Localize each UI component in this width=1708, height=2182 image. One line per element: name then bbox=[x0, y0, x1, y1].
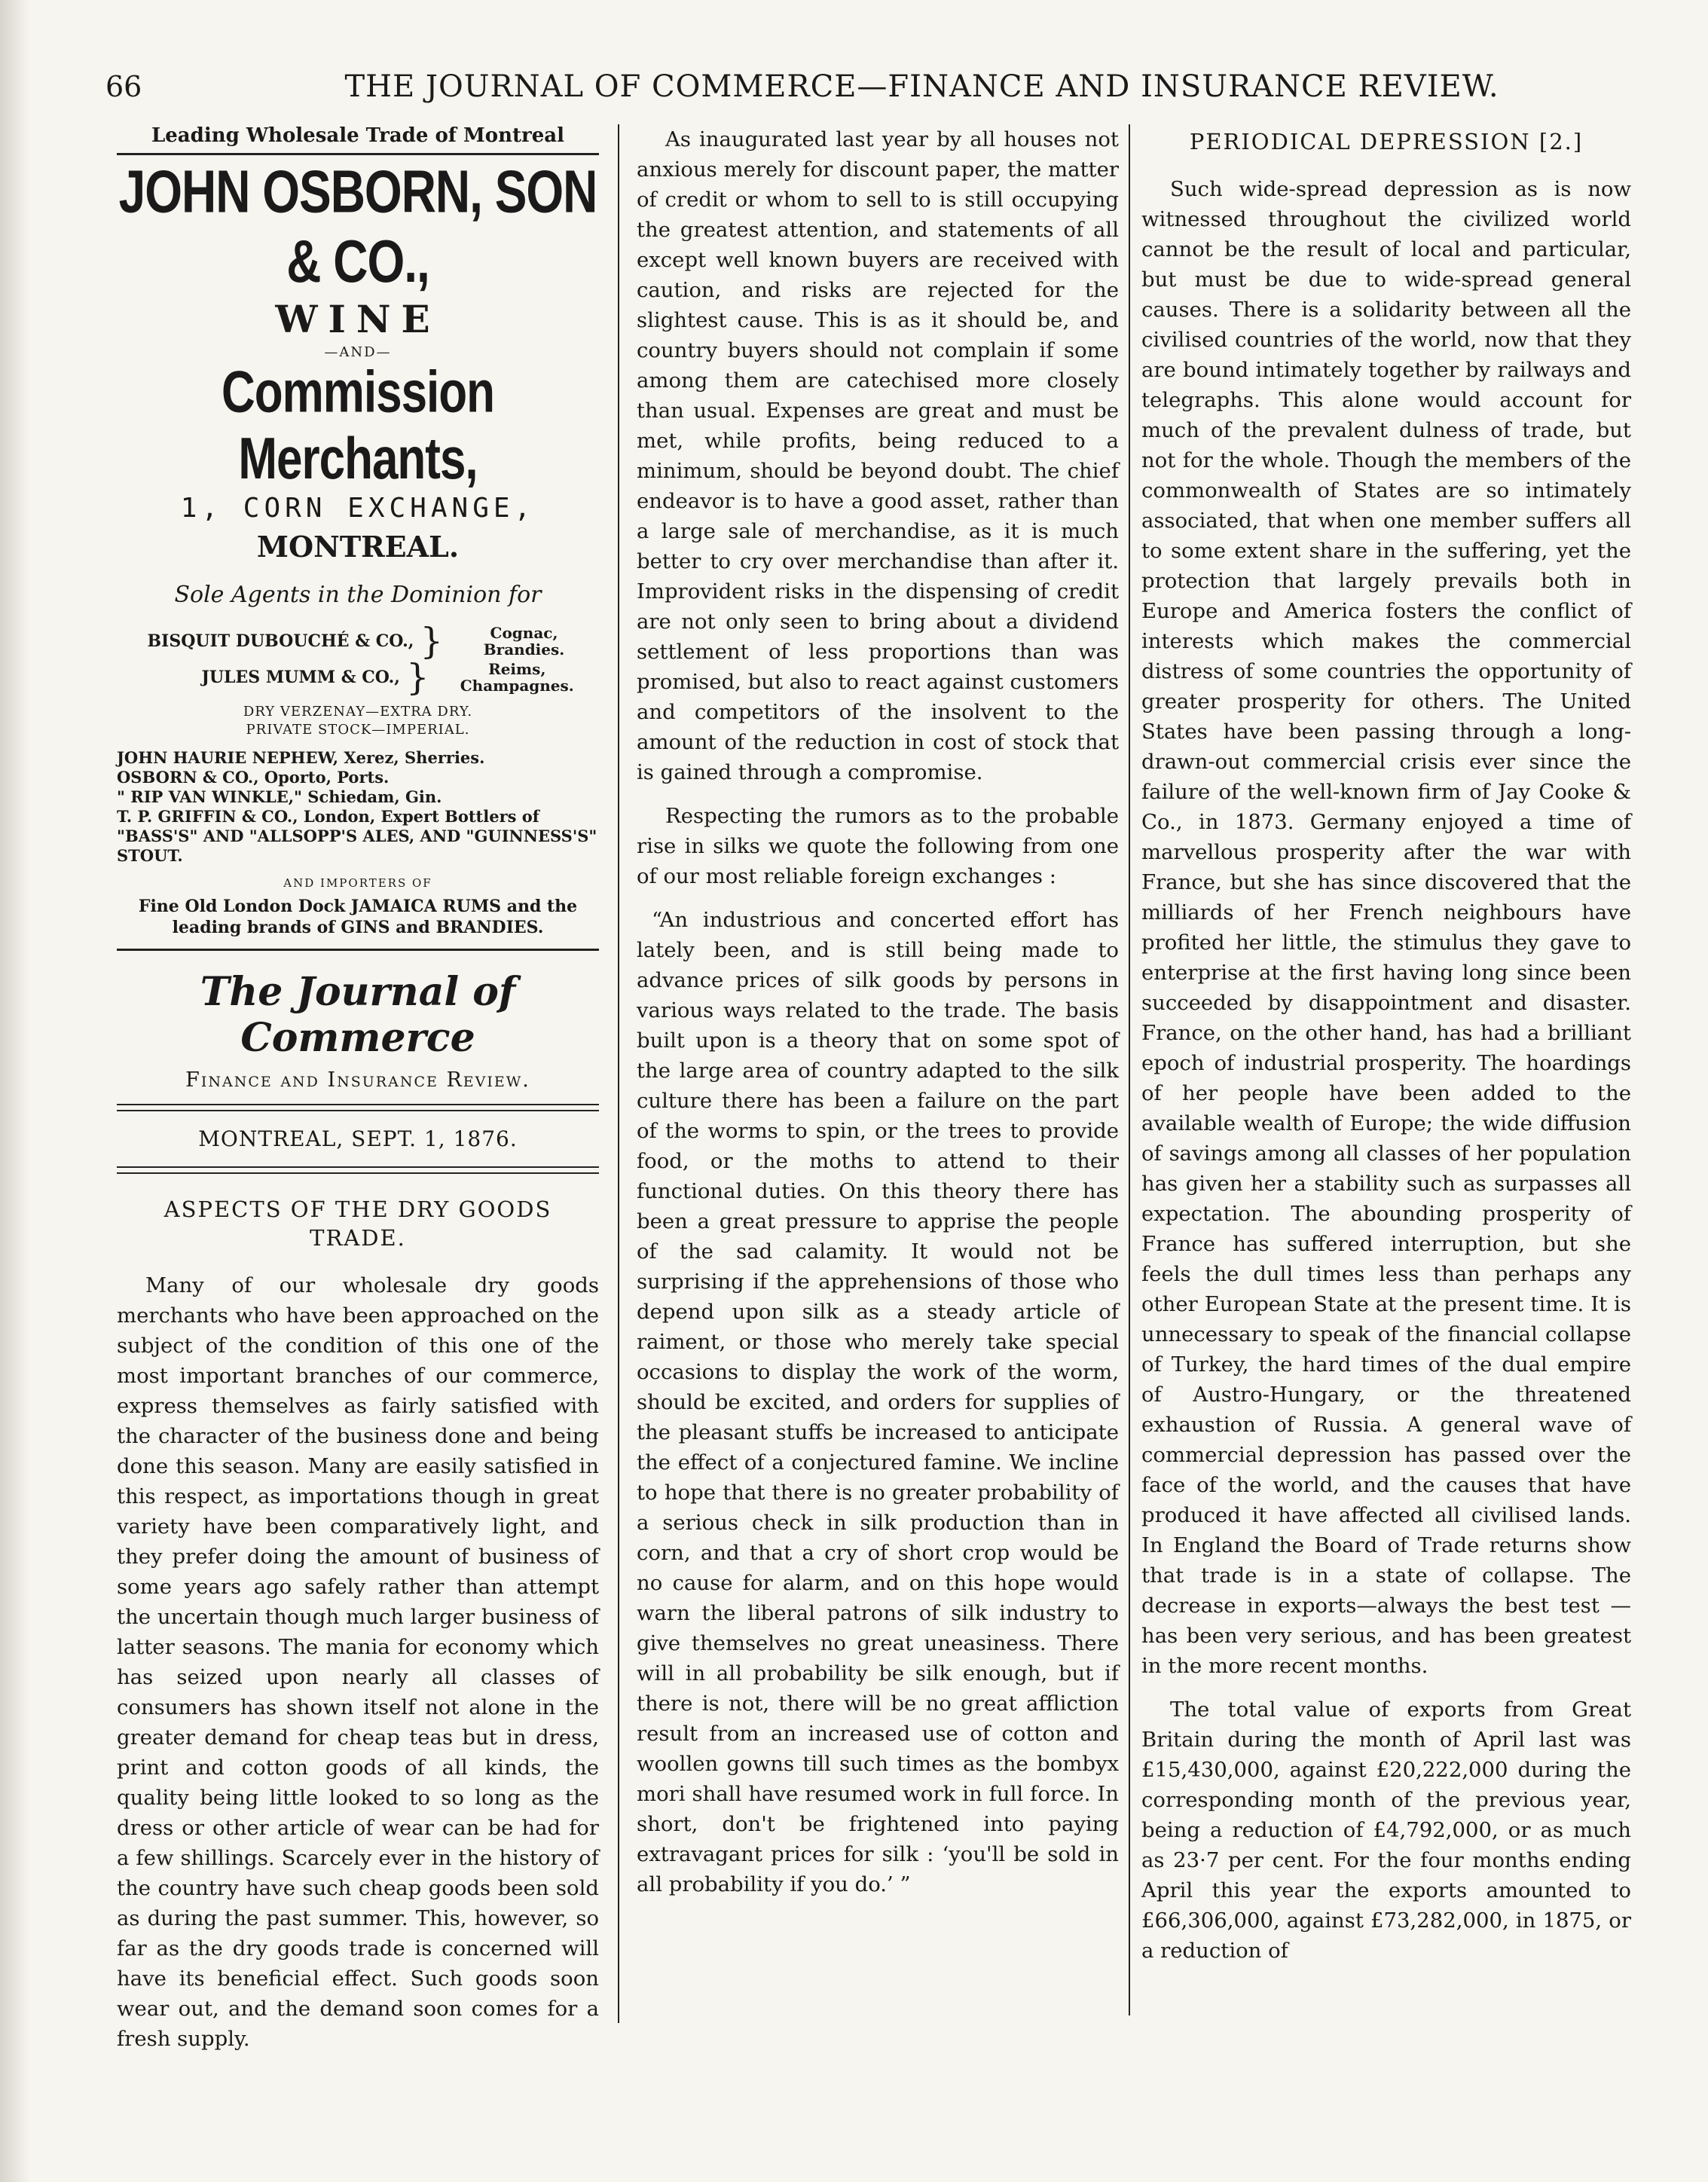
column-2 bbox=[637, 124, 1119, 1913]
column-1 bbox=[117, 124, 599, 2067]
ad-agent-row bbox=[117, 656, 599, 698]
ad-agent-row bbox=[117, 620, 599, 662]
ad-commission: Commission Merchants, bbox=[221, 359, 495, 492]
ad-sole-agents: Sole Agents in the Dominion for bbox=[174, 582, 542, 608]
column-rule-1 bbox=[618, 124, 619, 2023]
brace-glyph: } bbox=[405, 656, 429, 698]
ad-and: —AND— bbox=[324, 344, 392, 360]
double-rule bbox=[117, 1104, 599, 1111]
masthead-subtitle: Finance and Insurance Review. bbox=[185, 1068, 530, 1092]
article-paragraph: Respecting the rumors as to the probable rise in silks we quote the following from one of our most reliable foreign exchanges : bbox=[637, 804, 1119, 888]
ad-firm-line: T. P. GRIFFIN & CO., London, Expert Bottlers of "BASS'S" AND "ALLSOPP'S ALES, AND "GUINNESS'S" STOUT. bbox=[117, 807, 597, 865]
ad-top-line: Leading Wholesale Trade of Montreal bbox=[117, 124, 599, 155]
ad-importers: AND IMPORTERS OF bbox=[283, 876, 432, 890]
column-rule-2 bbox=[1129, 124, 1130, 2015]
ad-firm-line: JOHN HAURIE NEPHEW, Xerez, Sherries. bbox=[117, 748, 485, 767]
issue-date: MONTREAL, SEPT. 1, 1876. bbox=[198, 1126, 518, 1151]
scan-edge bbox=[0, 0, 30, 2182]
article-quote: “An industrious and concerted effort has lately been, and is still being made to advance prices of silk goods by persons in various ways related to the trade. The basis built upon is a theory that on some spot of the large area of country adapted to the silk culture there has been a failure on the part of the worms to spin, or the trees to provide food, or the moths to attend to their functional duties. On this theory there has been a great pressure to apprise the people of the sad calamity. It would not be surprising if the apprehensions of those who depend upon silk as a steady article of raiment, or those who merely take special occasions to display the work of the worm, should be excited, and orders for supplies of the pleasant stuffs be increased to anticipate the effect of a conjectured famine. We incline to hope that there is no greater probability of a serious check in silk production than in corn, and that a cry of short crop would be no cause for alarm, and on this hope would warn the liberal patrons of silk industry to give themselves no great uneasiness. There will in all probability be silk enough, but if there is not, there will be no great affliction result from an increased use of cotton and woollen gowns till such times as the bombyx mori shall have resumed work in full force. In short, don't be frightened into paying extravagant prices for silk : ‘you'll be sold in all probability if you do.’ ” bbox=[637, 908, 1119, 1896]
ad-city: MONTREAL. bbox=[256, 530, 460, 564]
ad-wine: WINE bbox=[275, 297, 441, 341]
ad-agent-product: Cognac, Brandies. bbox=[483, 624, 565, 659]
masthead-title: The Journal of Commerce bbox=[200, 969, 516, 1061]
article-paragraph: As inaugurated last year by all houses not anxious merely for discount paper, the matter of credit or whom to sell to is still occupying the greatest attention, and statements of all except well known buyers are received with caution, and risks are rejected for the slightest cause. This is as it should be, and country buyers should not complain if some among them are catechised more closely than usual. Expenses are great and must be met, while profits, being reduced to a minimum, should be beyond doubt. The chief endeavor is to have a good asset, rather than a large sale of merchandise, as it is much better to cry over merchandise than after it. Improvident risks in the dispensing of credit are not only seen to bring about a dividend settlement of less proportions than was promised, but also to react against customers and competitors of the insolvent to the amount of the reduction in cost of stock that is gained through a compromise. bbox=[637, 127, 1119, 784]
article-paragraph: The total value of exports from Great Britain during the month of April last was £15,430,000, against £20,222,000 during the corresponding month of the previous year, being a reduction of £4,792,000, or as much as 23·7 per cent. For the four months ending April this year the exports amounted to £66,306,000, against £73,282,000, in 1875, or a reduction of bbox=[1141, 1698, 1631, 1963]
column-3 bbox=[1141, 124, 1631, 1979]
article-paragraph: Such wide-spread depression as is now witnessed throughout the civilized world cannot be the result of local and particular, but must be due to wide-spread general causes. There is a solidarity between all the civilised countries of the world, now that they are bound intimately together by railways and telegraphs. This alone would account for much of the prevalent dulness of trade, but not for the whole. Though the members of the commonwealth of States are so intimately associated, that when one member suffers all to some extent share in the suffering, yet the protection that largely prevails both in Europe and America fosters the conflict of interests which makes the commercial distress of some countries the opportunity of greater prosperity for others. The United States have been passing through a long-drawn-out commercial crisis ever since the failure of the well-known firm of Jay Cooke & Co., in 1873. Germany enjoyed a time of marvellous prosperity after the war with France, but she has since discovered that the milliards of her French neighbours have profited her little, the stimulus they gave to enterprise at the first having long since been succeeded by disappointment and disaster. France, on the other hand, has had a brilliant epoch of industrial prosperity. The hoardings of her people have been added to the available wealth of Europe; the wide diffusion of savings among all classes of her population has given her a stability such as surpasses all expectation. The abounding prosperity of France has suffered interruption, but she feels the dull times less than perhaps any other European State at the present time. It is unnecessary to speak of the financial collapse of Turkey, the hard times of the dual empire of Austro-Hungary, or the threatened exhaustion of Russia. A general wave of commercial depression has passed over the face of the world, and the causes that have produced it have affected all civilised lands. In England the Board of Trade returns show that trade is in a state of collapse. The decrease in exports—always the best test —has been very serious, and has been greatest in the more recent months. bbox=[1141, 177, 1631, 1678]
page-header bbox=[105, 60, 1633, 113]
ad-address: 1, CORN EXCHANGE, bbox=[180, 493, 536, 524]
ad-firm-line: OSBORN & CO., Oporto, Ports. bbox=[117, 768, 390, 787]
ad-agent-name: JULES MUMM & CO., bbox=[201, 668, 400, 687]
brace-glyph: } bbox=[420, 620, 443, 662]
page-number: 66 bbox=[105, 70, 142, 103]
article-heading: PERIODICAL DEPRESSION [2.] bbox=[1189, 129, 1584, 154]
ad-dry-line: PRIVATE STOCK—IMPERIAL. bbox=[246, 722, 470, 738]
running-title: THE JOURNAL OF COMMERCE—FINANCE AND INSURANCE REVIEW. bbox=[344, 69, 1499, 104]
ad-agent-product: Reims, Champagnes. bbox=[460, 660, 574, 695]
ad-dry-line: DRY VERZENAY—EXTRA DRY. bbox=[243, 704, 473, 720]
ad-firm-name: JOHN OSBORN, SON & CO., bbox=[118, 157, 597, 295]
ad-agent-name: BISQUIT DUBOUCHÉ & CO., bbox=[147, 631, 414, 651]
article-paragraph: Many of our wholesale dry goods merchants who have been approached on the subject of the condition of this one of the most important branches of our commerce, express themselves as fairly satisfied with the character of the business done and being done this season. Many are easily satisfied in this respect, as importations though in great variety have been comparatively light, and they prefer doing the amount of business of some years ago safely rather than attempt the uncertain though much larger business of latter seasons. The mania for economy which has seized upon nearly all classes of consumers has shown itself not alone in the greater demand for cheap teas but in dress, print and cotton goods of all kinds, the quality being little looked to so long as the dress or other article of wear can be had for a few shillings. Scarcely ever in the history of the country have such cheap goods been sold as during the past summer. This, however, so far as the dry goods trade is concerned will have its beneficial effect. Such goods soon wear out, and the demand soon comes for a fresh supply. bbox=[117, 1273, 599, 2051]
ad-fine-line: Fine Old London Dock JAMAICA RUMS and the leading brands of GINS and BRANDIES. bbox=[117, 896, 599, 951]
article-heading: ASPECTS OF THE DRY GOODS TRADE. bbox=[163, 1196, 552, 1251]
ad-firm-line: " RIP VAN WINKLE," Schiedam, Gin. bbox=[117, 787, 442, 806]
ad-dry-lines bbox=[117, 703, 599, 739]
double-rule bbox=[117, 1166, 599, 1174]
